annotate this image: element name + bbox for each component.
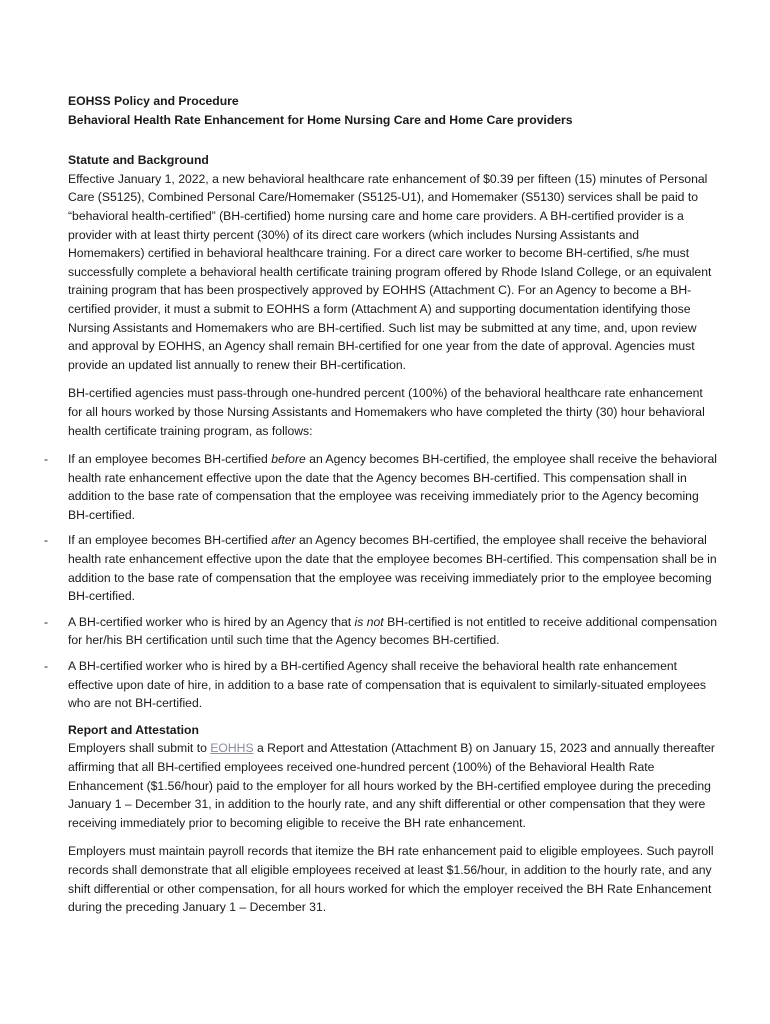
report-text-pre: Employers shall submit to [68, 741, 211, 756]
document-title [68, 92, 718, 129]
report-paragraph-1 [68, 739, 718, 832]
statute-section [68, 151, 718, 440]
bullet-list [44, 450, 718, 713]
bullet-text-pre: If an employee becomes BH-certified [68, 452, 272, 467]
bullet-text-post: BH-certified is not entitled to receive additional compensation for her/his BH certification until such time that the Agency becomes BH-certified. [68, 614, 717, 648]
bullet-dash: - [44, 614, 49, 629]
statute-paragraph-1: Effective January 1, 2022, a new behavioral healthcare rate enhancement of $0.39 per fifteen (15) minutes of Personal Care (S5125), Combined Personal Care/Homemaker (S5125-U1), and Homemaker (S5130) services shall be paid to “behavioral health-certified” (BH-certified) home nursing care and home care providers. A BH-certified provider is a provider with at least thirty percent (30%) of its direct care workers (which includes Nursing Assistants and Homemakers) certified in behavioral healthcare training. For a direct care worker to become BH-certified, s/he must successfully complete a behavioral health certificate training program offered by Rhode Island College, or an equivalent training program that has been prospectively approved by EOHHS (Attachment C). For an Agency to become a BH-certified provider, it must a submit to EOHHS a form (Attachment A) and supporting documentation identifying those Nursing Assistants and Homemakers who are BH-certified. Such list may be submitted at any time, and, upon review and approval by EOHHS, an Agency shall remain BH-certified for one year from the date of approval. Agencies must provide an updated list annually to renew their BH-certification. [68, 171, 712, 372]
report-paragraph-2: Employers must maintain payroll records that itemize the BH rate enhancement paid to eligible employees. Such payroll records shall demonstrate that all eligible employees received at least $1.56/hour, in addition to the hourly rate, and any shift differential or other compensation, for all hours worked for which the employer received the BH Rate Enhancement during the preceding January 1 – December 31. [68, 844, 714, 915]
bullet-dash: - [44, 533, 49, 548]
bullet-emphasis: before [271, 452, 306, 467]
eohhs-link[interactable]: EOHHS [210, 741, 254, 756]
report-heading: Report and Attestation [68, 722, 199, 737]
bullet-text-pre: A BH-certified worker who is hired by a BH-certified Agency shall receive the behavioral health rate enhancement effective upon date of hire, in addition to a base rate of compensation that is equivalent to similarly-situated employees who are not BH-certified. [68, 659, 706, 711]
title-line-2: Behavioral Health Rate Enhancement for Home Nursing Care and Home Care providers [68, 112, 573, 127]
bullet-dash: - [44, 659, 49, 674]
list-item [44, 613, 718, 650]
list-item [44, 657, 718, 713]
bullet-emphasis: is not [354, 614, 384, 629]
list-item [44, 531, 718, 605]
statute-paragraph-2: BH-certified agencies must pass-through one-hundred percent (100%) of the behavioral healthcare rate enhancement for all hours worked by those Nursing Assistants and Homemakers who have completed the thirty (30) hour behavioral health certificate training program, as follows: [68, 386, 705, 438]
bullet-text-post: an Agency becomes BH-certified, the employee shall receive the behavioral health rate enhancement effective upon the date that the employee becomes BH-certified. This compensation shall be in addition to the base rate of compensation that the employee was receiving immediately prior to the employee becoming BH-certified. [68, 533, 717, 604]
report-text-post: a Report and Attestation (Attachment B) on January 15, 2023 and annually thereafter affirming that all BH-certified employees received one-hundred percent (100%) of the Behavioral Health Rate Enhancement ($1.56/hour) paid to the employer for all hours worked by the BH-certified employee during the preceding January 1 – December 31, in addition to the hourly rate, and any shift differential or other compensation that they were receiving immediately prior to becoming eligible to receive the BH rate enhancement. [68, 741, 715, 830]
title-line-1: EOHSS Policy and Procedure [68, 94, 239, 108]
bullet-text-pre: If an employee becomes BH-certified [68, 533, 272, 548]
bullet-dash: - [44, 452, 49, 467]
list-item [44, 450, 718, 524]
bullet-emphasis: after [271, 533, 296, 548]
bullet-text-post: an Agency becomes BH-certified, the employee shall receive the behavioral health rate enhancement effective upon the date that the Agency becomes BH-certified. This compensation shall in addition to the base rate of compensation that the employee was receiving immediately prior to the Agency becoming BH-certified. [68, 452, 717, 522]
report-section [68, 721, 718, 917]
bullet-text-pre: A BH-certified worker who is hired by an Agency that [68, 614, 355, 629]
statute-heading: Statute and Background [68, 153, 209, 168]
